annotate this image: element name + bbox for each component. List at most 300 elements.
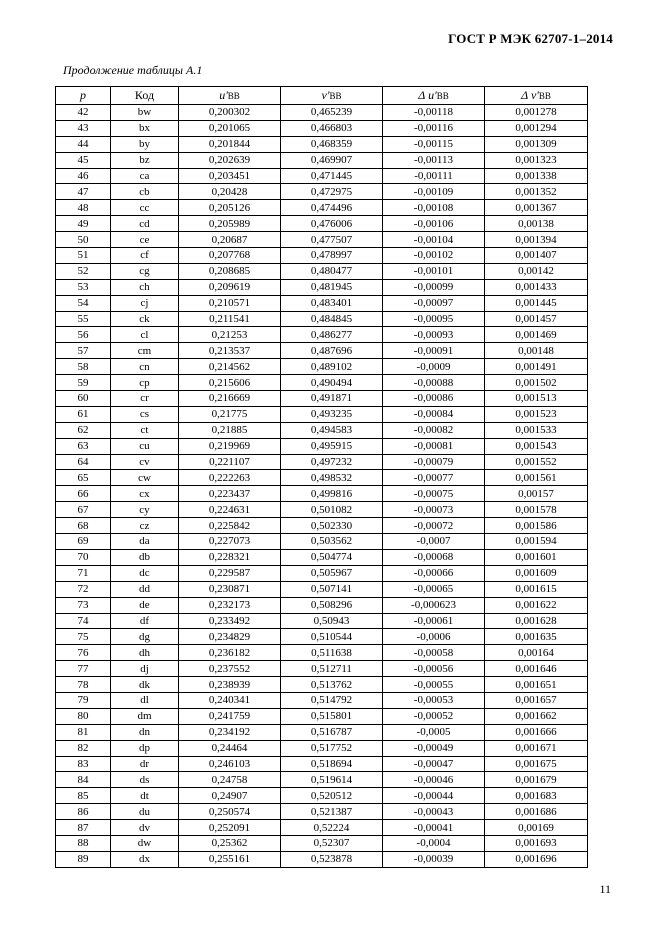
table-cell: ce — [111, 232, 179, 248]
table-cell: -0,00061 — [383, 613, 485, 629]
table-cell: 49 — [56, 216, 111, 232]
table-row — [56, 677, 588, 693]
table-cell: 0,234192 — [179, 724, 281, 740]
table-cell: 66 — [56, 486, 111, 502]
table-cell: 0,230871 — [179, 581, 281, 597]
table-row — [56, 581, 588, 597]
table-cell: 0,207768 — [179, 248, 281, 264]
table-cell: 0,21253 — [179, 327, 281, 343]
table-cell: 0,507141 — [281, 581, 383, 597]
table-cell: -0,0004 — [383, 835, 485, 851]
table-cell: 0,513762 — [281, 677, 383, 693]
table-cell: 0,001543 — [485, 438, 588, 454]
table-cell: 0,523878 — [281, 851, 383, 867]
table-cell: 0,001394 — [485, 232, 588, 248]
table-cell: 55 — [56, 311, 111, 327]
table-cell: 0,205989 — [179, 216, 281, 232]
table-cell: -0,00101 — [383, 263, 485, 279]
table-cell: 0,478997 — [281, 248, 383, 264]
table-cell: 0,001578 — [485, 502, 588, 518]
table-cell: 0,001666 — [485, 724, 588, 740]
table-cell: 44 — [56, 136, 111, 152]
table-cell: 0,221107 — [179, 454, 281, 470]
table-cell: 0,512711 — [281, 661, 383, 677]
table-cell: 57 — [56, 343, 111, 359]
table-row — [56, 851, 588, 867]
column-header-v-bb: v'BB — [281, 87, 383, 105]
column-header-delta-v-bb: Δ v'BB — [485, 87, 588, 105]
table-cell: 46 — [56, 168, 111, 184]
table-cell: dg — [111, 629, 179, 645]
table-cell: cd — [111, 216, 179, 232]
table-cell: du — [111, 804, 179, 820]
table-cell: 0,229587 — [179, 565, 281, 581]
table-cell: 0,001646 — [485, 661, 588, 677]
table-cell: -0,0005 — [383, 724, 485, 740]
table-cell: 86 — [56, 804, 111, 820]
table-cell: 0,25362 — [179, 835, 281, 851]
table-cell: cm — [111, 343, 179, 359]
table-row — [56, 470, 588, 486]
table-cell: 0,001502 — [485, 375, 588, 391]
table-row — [56, 613, 588, 629]
table-cell: 0,001513 — [485, 391, 588, 407]
table-cell: 0,521387 — [281, 804, 383, 820]
table-cell: 0,001561 — [485, 470, 588, 486]
table-row — [56, 263, 588, 279]
table-cell: 0,20428 — [179, 184, 281, 200]
table-row — [56, 724, 588, 740]
table-row — [56, 375, 588, 391]
table-cell: -0,0009 — [383, 359, 485, 375]
table-row — [56, 820, 588, 836]
table-cell: 48 — [56, 200, 111, 216]
table-cell: ct — [111, 422, 179, 438]
table-cell: 0,211541 — [179, 311, 281, 327]
table-row — [56, 422, 588, 438]
table-cell: 0,518694 — [281, 756, 383, 772]
table-cell: 0,001352 — [485, 184, 588, 200]
table-row — [56, 120, 588, 136]
table-cell: dr — [111, 756, 179, 772]
table-cell: -0,00049 — [383, 740, 485, 756]
table-cell: dt — [111, 788, 179, 804]
table-cell: -0,00056 — [383, 661, 485, 677]
table-row — [56, 502, 588, 518]
table-cell: 0,469907 — [281, 152, 383, 168]
table-cell: -0,00058 — [383, 645, 485, 661]
table-cell: -0,00113 — [383, 152, 485, 168]
table-cell: 0,486277 — [281, 327, 383, 343]
table-cell: 88 — [56, 835, 111, 851]
table-cell: 0,499816 — [281, 486, 383, 502]
table-cell: 71 — [56, 565, 111, 581]
table-cell: 0,510544 — [281, 629, 383, 645]
table-cell: cx — [111, 486, 179, 502]
table-cell: dv — [111, 820, 179, 836]
table-cell: -0,00086 — [383, 391, 485, 407]
table-cell: -0,00079 — [383, 454, 485, 470]
table-cell: cp — [111, 375, 179, 391]
table-cell: 72 — [56, 581, 111, 597]
table-cell: 0,514792 — [281, 692, 383, 708]
table-cell: 69 — [56, 534, 111, 550]
table-cell: 51 — [56, 248, 111, 264]
table-cell: 83 — [56, 756, 111, 772]
table-cell: cs — [111, 406, 179, 422]
table-cell: -0,0006 — [383, 629, 485, 645]
table-cell: -0,00055 — [383, 677, 485, 693]
table-cell: 0,00157 — [485, 486, 588, 502]
table-cell: 0,00169 — [485, 820, 588, 836]
table-cell: 59 — [56, 375, 111, 391]
table-cell: cc — [111, 200, 179, 216]
table-cell: -0,00097 — [383, 295, 485, 311]
table-cell: 78 — [56, 677, 111, 693]
table-row — [56, 772, 588, 788]
table-cell: 45 — [56, 152, 111, 168]
table-cell: 81 — [56, 724, 111, 740]
table-cell: dw — [111, 835, 179, 851]
table-row — [56, 645, 588, 661]
table-cell: 0,508296 — [281, 597, 383, 613]
table-row — [56, 295, 588, 311]
table-cell: 0,001533 — [485, 422, 588, 438]
table-cell: -0,00093 — [383, 327, 485, 343]
table-cell: 0,001469 — [485, 327, 588, 343]
table-cell: 0,208685 — [179, 263, 281, 279]
table-cell: 0,228321 — [179, 549, 281, 565]
table-cell: 0,476006 — [281, 216, 383, 232]
table-cell: 0,001671 — [485, 740, 588, 756]
table-cell: 0,001309 — [485, 136, 588, 152]
table-cell: 0,474496 — [281, 200, 383, 216]
table-cell: 0,001491 — [485, 359, 588, 375]
table-cell: -0,00118 — [383, 105, 485, 121]
table-cell: 0,216669 — [179, 391, 281, 407]
table-cell: 76 — [56, 645, 111, 661]
table-cell: 0,222263 — [179, 470, 281, 486]
table-cell: 0,001523 — [485, 406, 588, 422]
table-cell: da — [111, 534, 179, 550]
table-row — [56, 200, 588, 216]
table-cell: 0,501082 — [281, 502, 383, 518]
table-cell: 0,201844 — [179, 136, 281, 152]
table-cell: db — [111, 549, 179, 565]
table-cell: 43 — [56, 120, 111, 136]
table-cell: 0,255161 — [179, 851, 281, 867]
table-row — [56, 549, 588, 565]
table-cell: -0,00077 — [383, 470, 485, 486]
table-row — [56, 454, 588, 470]
table-cell: 0,001686 — [485, 804, 588, 820]
table-cell: -0,00068 — [383, 549, 485, 565]
table-cell: -0,00081 — [383, 438, 485, 454]
table-cell: 0,001662 — [485, 708, 588, 724]
table-cell: ch — [111, 279, 179, 295]
table-row — [56, 391, 588, 407]
table-cell: -0,00099 — [383, 279, 485, 295]
table-row — [56, 279, 588, 295]
table-cell: 0,497232 — [281, 454, 383, 470]
table-cell: -0,00039 — [383, 851, 485, 867]
table-cell: -0,00065 — [383, 581, 485, 597]
table-row — [56, 184, 588, 200]
table-row — [56, 661, 588, 677]
table-cell: 0,001367 — [485, 200, 588, 216]
table-row — [56, 438, 588, 454]
table-cell: -0,00106 — [383, 216, 485, 232]
table-cell: 68 — [56, 518, 111, 534]
column-header-code: Код — [111, 87, 179, 105]
table-row — [56, 216, 588, 232]
table-cell: -0,000623 — [383, 597, 485, 613]
table-cell: 0,252091 — [179, 820, 281, 836]
table-cell: 77 — [56, 661, 111, 677]
table-cell: 0,232173 — [179, 597, 281, 613]
table-cell: 0,50943 — [281, 613, 383, 629]
table-cell: cg — [111, 263, 179, 279]
table-cell: bx — [111, 120, 179, 136]
table-cell: -0,00088 — [383, 375, 485, 391]
table-cell: cl — [111, 327, 179, 343]
table-row — [56, 804, 588, 820]
table-row — [56, 248, 588, 264]
table-cell: cb — [111, 184, 179, 200]
table-cell: 0,201065 — [179, 120, 281, 136]
table-cell: -0,00108 — [383, 200, 485, 216]
table-cell: 0,241759 — [179, 708, 281, 724]
table-cell: 0,219969 — [179, 438, 281, 454]
table-cell: 0,52307 — [281, 835, 383, 851]
table-cell: 0,001615 — [485, 581, 588, 597]
table-cell: 0,00142 — [485, 263, 588, 279]
table-cell: 0,494583 — [281, 422, 383, 438]
table-cell: 64 — [56, 454, 111, 470]
table-cell: 79 — [56, 692, 111, 708]
table-cell: 0,24464 — [179, 740, 281, 756]
table-cell: 0,502330 — [281, 518, 383, 534]
table-cell: cw — [111, 470, 179, 486]
table-cell: cy — [111, 502, 179, 518]
table-cell: 50 — [56, 232, 111, 248]
table-cell: 0,504774 — [281, 549, 383, 565]
table-cell: ca — [111, 168, 179, 184]
table-cell: dm — [111, 708, 179, 724]
table-cell: 0,498532 — [281, 470, 383, 486]
table-cell: 0,491871 — [281, 391, 383, 407]
table-cell: dp — [111, 740, 179, 756]
table-cell: 0,21775 — [179, 406, 281, 422]
table-cell: -0,0007 — [383, 534, 485, 550]
table-cell: 0,001594 — [485, 534, 588, 550]
table-cell: 74 — [56, 613, 111, 629]
table-cell: 0,466803 — [281, 120, 383, 136]
table-row — [56, 708, 588, 724]
table-cell: 0,515801 — [281, 708, 383, 724]
table-cell: 0,001552 — [485, 454, 588, 470]
table-cell: 0,001445 — [485, 295, 588, 311]
table-cell: 0,520512 — [281, 788, 383, 804]
table-cell: 0,203451 — [179, 168, 281, 184]
table-cell: 0,493235 — [281, 406, 383, 422]
document-designation: ГОСТ Р МЭК 62707-1–2014 — [448, 31, 613, 46]
table-cell: dj — [111, 661, 179, 677]
table-cell: 0,489102 — [281, 359, 383, 375]
table-cell: 0,227073 — [179, 534, 281, 550]
table-row — [56, 740, 588, 756]
table-cell: 0,223437 — [179, 486, 281, 502]
table-cell: 0,001323 — [485, 152, 588, 168]
table-cell: 0,200302 — [179, 105, 281, 121]
table-cell: 89 — [56, 851, 111, 867]
table-cell: cr — [111, 391, 179, 407]
table-cell: 82 — [56, 740, 111, 756]
page-number: 11 — [599, 882, 611, 896]
table-cell: 42 — [56, 105, 111, 121]
table-cell: 0,001675 — [485, 756, 588, 772]
table-cell: 0,471445 — [281, 168, 383, 184]
table-cell: 0,472975 — [281, 184, 383, 200]
table-cell: 0,001601 — [485, 549, 588, 565]
table-cell: -0,00115 — [383, 136, 485, 152]
table-cell: 0,001693 — [485, 835, 588, 851]
table-cell: -0,00109 — [383, 184, 485, 200]
table-cell: 0,236182 — [179, 645, 281, 661]
table-cell: 58 — [56, 359, 111, 375]
table-cell: 0,001294 — [485, 120, 588, 136]
table-cell: cn — [111, 359, 179, 375]
table-cell: 63 — [56, 438, 111, 454]
table-cell: 0,214562 — [179, 359, 281, 375]
table-cell: 0,238939 — [179, 677, 281, 693]
table-cell: -0,00075 — [383, 486, 485, 502]
table-cell: 47 — [56, 184, 111, 200]
table-cell: 0,00164 — [485, 645, 588, 661]
table-cell: by — [111, 136, 179, 152]
table-row — [56, 756, 588, 772]
table-cell: 0,233492 — [179, 613, 281, 629]
table-cell: 0,225842 — [179, 518, 281, 534]
table-row — [56, 232, 588, 248]
table-cell: 87 — [56, 820, 111, 836]
table-cell: 0,001683 — [485, 788, 588, 804]
table-cell: cu — [111, 438, 179, 454]
table-cell: 0,001628 — [485, 613, 588, 629]
table-row — [56, 534, 588, 550]
table-cell: 0,210571 — [179, 295, 281, 311]
table-cell: dl — [111, 692, 179, 708]
table-cell: 0,519614 — [281, 772, 383, 788]
table-cell: de — [111, 597, 179, 613]
table-cell: 0,00148 — [485, 343, 588, 359]
table-cell: -0,00072 — [383, 518, 485, 534]
table-cell: 0,516787 — [281, 724, 383, 740]
table-cell: -0,00104 — [383, 232, 485, 248]
table-row — [56, 629, 588, 645]
table-cell: 0,487696 — [281, 343, 383, 359]
table-cell: 0,001586 — [485, 518, 588, 534]
table-cell: 0,215606 — [179, 375, 281, 391]
table-cell: 0,001433 — [485, 279, 588, 295]
table-cell: 75 — [56, 629, 111, 645]
table-cell: 80 — [56, 708, 111, 724]
table-row — [56, 311, 588, 327]
table-cell: 0,52224 — [281, 820, 383, 836]
table-cell: dh — [111, 645, 179, 661]
table-cell: cv — [111, 454, 179, 470]
table-cell: dn — [111, 724, 179, 740]
table-cell: -0,00053 — [383, 692, 485, 708]
table-row — [56, 406, 588, 422]
table-cell: 0,001338 — [485, 168, 588, 184]
table-cell: -0,00084 — [383, 406, 485, 422]
table-cell: 0,477507 — [281, 232, 383, 248]
table-cell: -0,00116 — [383, 120, 485, 136]
table-row — [56, 486, 588, 502]
table-cell: -0,00111 — [383, 168, 485, 184]
table-cell: -0,00044 — [383, 788, 485, 804]
table-cell: 65 — [56, 470, 111, 486]
table-cell: 60 — [56, 391, 111, 407]
table-cell: 0,234829 — [179, 629, 281, 645]
table-cell: dd — [111, 581, 179, 597]
table-cell: 0,001679 — [485, 772, 588, 788]
column-header-u-bb: u'BB — [179, 87, 281, 105]
table-cell: dk — [111, 677, 179, 693]
column-header-p: p — [56, 87, 111, 105]
table-cell: df — [111, 613, 179, 629]
table-cell: 0,213537 — [179, 343, 281, 359]
table-cell: 0,495915 — [281, 438, 383, 454]
table-cell: 0,246103 — [179, 756, 281, 772]
table-cell: -0,00041 — [383, 820, 485, 836]
table-cell: 84 — [56, 772, 111, 788]
table-cell: 0,250574 — [179, 804, 281, 820]
table-cell: 0,465239 — [281, 105, 383, 121]
table-cell: 54 — [56, 295, 111, 311]
table-cell: 0,001651 — [485, 677, 588, 693]
table-row — [56, 168, 588, 184]
table-cell: 0,505967 — [281, 565, 383, 581]
table-header-row — [56, 87, 588, 105]
table-cell: bw — [111, 105, 179, 121]
table-cell: 0,24907 — [179, 788, 281, 804]
table-cell: 0,001457 — [485, 311, 588, 327]
table-cell: 0,205126 — [179, 200, 281, 216]
table-cell: dc — [111, 565, 179, 581]
table-cell: -0,00082 — [383, 422, 485, 438]
table-row — [56, 359, 588, 375]
table-cell: 0,001696 — [485, 851, 588, 867]
table-cell: 0,237552 — [179, 661, 281, 677]
table-cell: 0,490494 — [281, 375, 383, 391]
table-cell: 0,21885 — [179, 422, 281, 438]
column-header-delta-u-bb: Δ u'BB — [383, 87, 485, 105]
table-cell: 56 — [56, 327, 111, 343]
table-cell: cf — [111, 248, 179, 264]
table-row — [56, 692, 588, 708]
table-cell: -0,00047 — [383, 756, 485, 772]
table-cell: 0,511638 — [281, 645, 383, 661]
table-cell: 73 — [56, 597, 111, 613]
table-cell: dx — [111, 851, 179, 867]
table-cell: 0,001407 — [485, 248, 588, 264]
table-cell: 52 — [56, 263, 111, 279]
table-row — [56, 788, 588, 804]
table-cell: 0,209619 — [179, 279, 281, 295]
table-row — [56, 343, 588, 359]
